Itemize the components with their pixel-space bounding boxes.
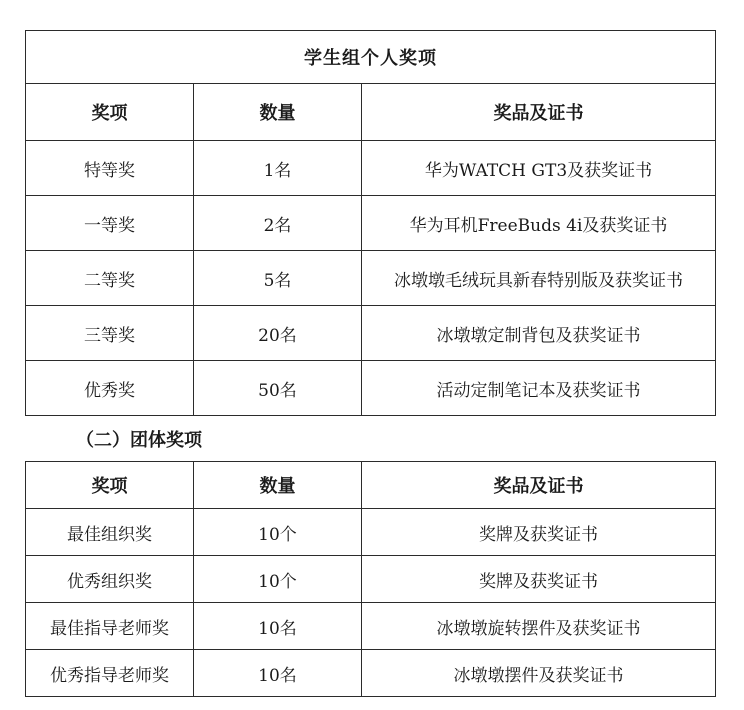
table-header-row (26, 462, 716, 509)
table-row (26, 306, 716, 361)
award-cell: 优秀指导老师奖 (26, 650, 194, 697)
table-title-row (26, 31, 716, 84)
individual-awards-table (25, 30, 716, 416)
quantity-cell: 1名 (194, 141, 362, 196)
quantity-cell: 10名 (194, 650, 362, 697)
award-cell: 三等奖 (26, 306, 194, 361)
column-header-award: 奖项 (26, 84, 194, 141)
table-row (26, 251, 716, 306)
quantity-cell: 10个 (194, 556, 362, 603)
table-row (26, 603, 716, 650)
award-cell: 最佳组织奖 (26, 509, 194, 556)
prize-cell: 华为耳机FreeBuds 4i及获奖证书 (362, 196, 716, 251)
prize-cell: 冰墩墩定制背包及获奖证书 (362, 306, 716, 361)
section-heading-team-awards: （二）团体奖项 (76, 430, 202, 451)
column-header-award: 奖项 (26, 462, 194, 509)
prize-cell: 冰墩墩摆件及获奖证书 (362, 650, 716, 697)
table-row (26, 509, 716, 556)
quantity-cell: 5名 (194, 251, 362, 306)
quantity-cell: 2名 (194, 196, 362, 251)
table-row (26, 650, 716, 697)
team-awards-table (25, 461, 716, 697)
quantity-cell: 10名 (194, 603, 362, 650)
award-cell: 一等奖 (26, 196, 194, 251)
award-cell: 最佳指导老师奖 (26, 603, 194, 650)
prize-cell: 冰墩墩毛绒玩具新春特别版及获奖证书 (362, 251, 716, 306)
award-cell: 特等奖 (26, 141, 194, 196)
quantity-cell: 10个 (194, 509, 362, 556)
prize-cell: 奖牌及获奖证书 (362, 556, 716, 603)
quantity-cell: 50名 (194, 361, 362, 416)
table-header-row (26, 84, 716, 141)
table-title: 学生组个人奖项 (26, 31, 716, 84)
column-header-prize: 奖品及证书 (362, 462, 716, 509)
prize-cell: 冰墩墩旋转摆件及获奖证书 (362, 603, 716, 650)
table-row (26, 141, 716, 196)
award-cell: 二等奖 (26, 251, 194, 306)
prize-cell: 华为WATCH GT3及获奖证书 (362, 141, 716, 196)
prize-cell: 奖牌及获奖证书 (362, 509, 716, 556)
table-row (26, 196, 716, 251)
quantity-cell: 20名 (194, 306, 362, 361)
award-cell: 优秀奖 (26, 361, 194, 416)
column-header-prize: 奖品及证书 (362, 84, 716, 141)
prize-cell: 活动定制笔记本及获奖证书 (362, 361, 716, 416)
table-row (26, 361, 716, 416)
column-header-quantity: 数量 (194, 462, 362, 509)
table-row (26, 556, 716, 603)
award-cell: 优秀组织奖 (26, 556, 194, 603)
column-header-quantity: 数量 (194, 84, 362, 141)
